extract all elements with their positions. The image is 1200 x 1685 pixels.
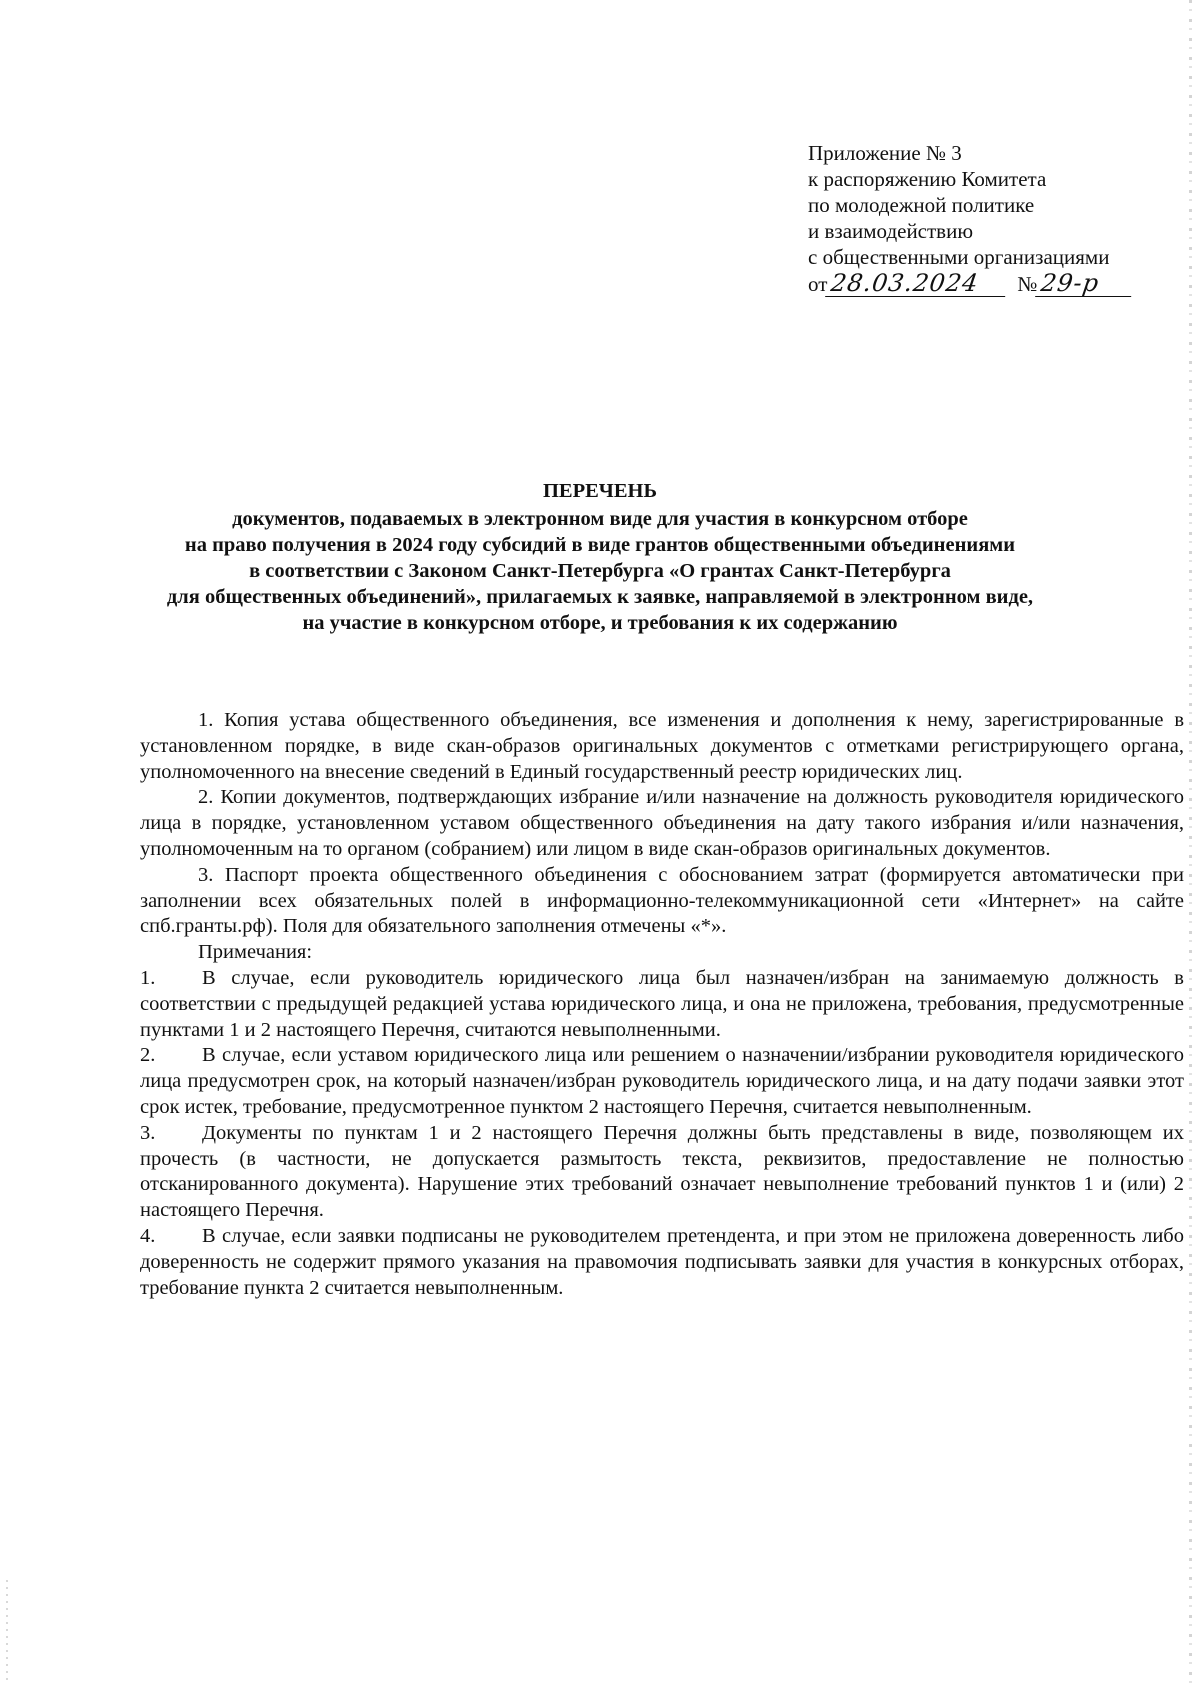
note-text: Документы по пунктам 1 и 2 настоящего Перечня должны быть представлены в виде, позволяющем их прочесть (в частности, не допускается размытость текста, реквизитов, предоставление не полностью отсканированного документа). Нарушение этих требований означает невыполнение требований пунктов 1 и (или) 2 настоящего Перечня. xyxy=(140,1121,1184,1222)
note-number: 2. xyxy=(140,1044,156,1067)
note-text: В случае, если руководитель юридического лица был назначен/избран на занимаемую должность в соответствии с предыдущей редакцией устава юридического лица, и она не приложена, требования, предусмотренные пунктами 1 и 2 настоящего Перечня, считаются невыполненными. xyxy=(140,966,1184,1041)
document-body xyxy=(140,708,1184,1301)
note-number: 3. xyxy=(140,1121,156,1144)
title-line: для общественных объединений», прилагаемых к заявке, направляемой в электронном виде, xyxy=(166,586,1034,608)
appendix-date-number-line xyxy=(808,270,1188,297)
note-number: 4. xyxy=(140,1224,156,1247)
appendix-line: Приложение № 3 xyxy=(808,141,962,165)
notes-heading: Примечания: xyxy=(198,941,313,964)
scan-edge-artifact-left xyxy=(6,1580,8,1680)
note-text: В случае, если уставом юридического лица или решением о назначении/избрании руководителя юридического лица предусмотрен срок, на который назначен/избран руководитель юридического лица, и на дату подачи заявки этот срок истек, требование, предусмотренное пунктом 2 настоящего Перечня, считается невыполненным. xyxy=(140,1044,1184,1118)
title-line: в соответствии с Законом Санкт-Петербурга «О грантах Санкт-Петербурга xyxy=(249,560,951,582)
appendix-block xyxy=(808,140,1188,297)
list-item-3: 3. Паспорт проекта общественного объединения с обоснованием затрат (формируется автоматически при заполнении всех обязательных полей в информационно-телекоммуникационной сети «Интернет» на сайте спб.гранты.рф). Поля для обязательного заполнения отмечены «*». xyxy=(140,863,1184,938)
title-line: на право получения в 2024 году субсидий в виде грантов общественными объединениями xyxy=(184,534,1016,556)
title-main: ПЕРЕЧЕНЬ xyxy=(542,480,658,502)
title-line: на участие в конкурсном отборе, и требования к их содержанию xyxy=(302,612,898,634)
note-number: 1. xyxy=(140,966,156,989)
list-item-2: 2. Копии документов, подтверждающих избрание и/или назначение на должность руководителя юридического лица в порядке, установленном уставом общественного объединения на дату такого избрания и/или назначения, уполномоченным на то органом (собранием) или лицом в виде скан-образов оригинальных документов. xyxy=(140,786,1184,860)
handwritten-date: 28.03.2024 xyxy=(826,270,1010,297)
appendix-line: и взаимодействию xyxy=(808,219,974,243)
note-text: В случае, если заявки подписаны не руководителем претендента, и при этом не приложена доверенность либо доверенность не содержит прямого указания на правомочия подписывать заявки для участия в конкурсных отборах, требование пункта 2 считается невыполненным. xyxy=(140,1224,1184,1299)
scan-edge-artifact xyxy=(1189,0,1192,1685)
handwritten-number: 29-р xyxy=(1036,270,1136,297)
appendix-line: к распоряжению Комитета xyxy=(808,167,1047,191)
note-item-3 xyxy=(140,1121,1184,1224)
appendix-line: с общественными организациями xyxy=(808,245,1110,269)
appendix-line: по молодежной политике xyxy=(808,193,1035,217)
note-item-1 xyxy=(140,966,1184,1043)
number-prefix: № xyxy=(1017,272,1038,296)
document-title xyxy=(40,478,1160,636)
list-item-1: 1. Копия устава общественного объединения, все изменения и дополнения к нему, зарегистрированные в установленном порядке, в виде скан-образов оригинальных документов с отметками регистрирующего органа, уполномоченного на внесение сведений в Единый государственный реестр юридических лиц. xyxy=(140,709,1184,783)
note-item-4 xyxy=(140,1224,1184,1301)
date-prefix: от xyxy=(808,272,828,296)
title-line: документов, подаваемых в электронном виде для участия в конкурсном отборе xyxy=(232,508,968,530)
note-item-2 xyxy=(140,1043,1184,1120)
